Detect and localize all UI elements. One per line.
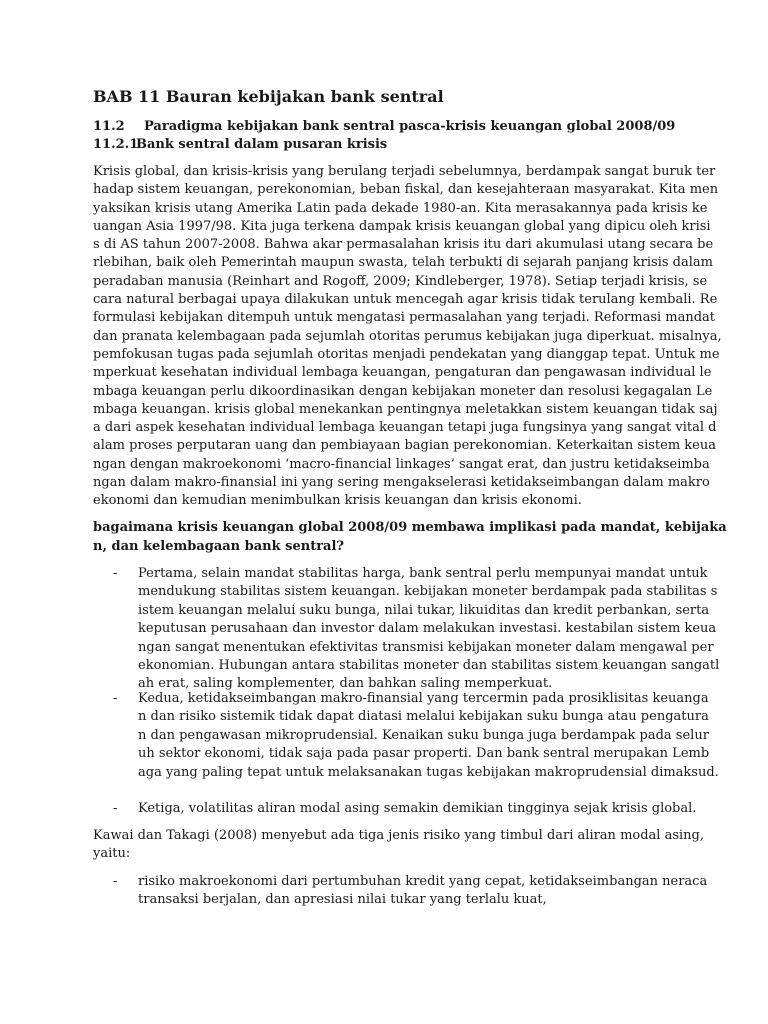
text-line: n dan risiko sistemik tidak dapat diatasi melalui kebijakan suku bunga atau pengatura [138,709,709,725]
text-line: pemfokusan tugas pada sejumlah otoritas menjadi pendekatan yang dianggap tepat. Untuk me [93,346,720,362]
text-line: n, dan kelembagaan bank sentral? [93,539,345,554]
section-title: Paradigma kebijakan bank sentral pasca-krisis keuangan global 2008/09 [144,119,676,134]
text-line: istem keuangan melalui suku bunga, nilai tukar, likuiditas dan kredit perbankan, serta [138,602,710,618]
text-line: Kedua, ketidakseimbangan makro-finansial yang tercermin pada prosiklisitas keuanga [138,691,709,706]
text-line: mendukung stabilitas sistem keuangan. kebijakan moneter berdampak pada stabilitas s [138,584,718,600]
bullet-dash: - [113,566,118,581]
list-item-text [138,690,719,782]
section-number: 11.2 [93,119,125,134]
text-line: cara natural berbagai upaya dilakukan untuk mencegah agar krisis tidak terulang kembali. Re [93,292,718,308]
section-number: 11.2.1 [93,137,139,152]
text-line: a dari aspek kesehatan individual lembaga keuangan tetapi juga fungsinya yang sangat vital d [93,420,717,436]
bullet-dash: - [113,691,118,706]
text-line: rlebihan, baik oleh Pemerintah maupun swasta, telah terbukti di sejarah panjang krisis dalam [93,255,713,271]
text-line: mperkuat kesehatan individual lembaga keuangan, pengaturan dan pengawasan individual le [93,365,712,381]
text-line: formulasi kebijakan ditempuh untuk mengatasi permasalahan yang terjadi. Reformasi mandat [93,310,716,326]
text-line: aga yang paling tepat untuk melaksanakan tugas kebijakan makroprudensial dimaksud. [138,764,719,780]
text-line: bagaimana krisis keuangan global 2008/09 membawa implikasi pada mandat, kebijaka [93,520,727,535]
text-line: dan pranata kelembagaan pada sejumlah otoritas perumus kebijakan juga diperkuat. misalnya, [93,328,722,344]
chapter-title: BAB 11 Bauran kebijakan bank sentral [93,87,444,106]
text-line: Pertama, selain mandat stabilitas harga, bank sentral perlu mempunyai mandat untuk [138,566,708,581]
text-line: ah erat, saling komplementer, dan bahkan saling memperkuat. [138,676,553,692]
text-line: s di AS tahun 2007-2008. Bahwa akar permasalahan krisis itu dari akumulasi utang secara be [93,237,714,253]
text-line: uh sektor ekonomi, tidak saja pada pasar properti. Dan bank sentral merupakan Lemb [138,746,710,762]
text-line: ngan dalam makro-finansial ini yang sering mengakselerasi ketidakseimbangan dalam makro [93,475,710,491]
text-line: hadap sistem keuangan, perekonomian, beban fiskal, dan kesejahteraan masyarakat. Kita men [93,182,719,198]
paragraph-krisis-global [93,163,722,511]
paragraph-kawai-takagi [93,827,704,864]
question-heading [93,518,727,556]
text-line: ekonomi dan kemudian menimbulkan krisis keuangan dan krisis ekonomi. [93,493,582,509]
section-heading-11-2 [93,118,675,136]
text-line: ngan sangat menentukan efektivitas transmisi kebijakan moneter dalam mengawal per [138,639,714,655]
text-line: ngan dengan makroekonomi ‘macro-financial linkages’ sangat erat, dan justru ketidakseimba [93,456,710,472]
text-line: ekonomian. Hubungan antara stabilitas moneter dan stabilitas sistem keuangan sangatl [138,658,720,674]
text-line: n dan pengawasan mikroprudensial. Kenaikan suku bunga juga berdampak pada selur [138,727,709,743]
text-line: yaitu: [93,846,131,862]
section-title: Bank sentral dalam pusaran krisis [136,137,388,152]
text-line: yaksikan krisis utang Amerika Latin pada dekade 1980-an. Kita merasakannya pada krisis ke [93,200,708,216]
text-line: mbaga keuangan perlu dikoordinasikan dengan kebijakan moneter dan resolusi kegagalan Le [93,383,713,399]
text-line: risiko makroekonomi dari pertumbuhan kredit yang cepat, ketidakseimbangan neraca [138,874,708,889]
bullet-dash: - [113,874,118,889]
section-heading-11-2-1 [93,136,387,154]
text-line: peradaban manusia (Reinhart and Rogoff, 2009; Kindleberger, 1978). Setiap terjadi krisis, se [93,273,708,289]
list-item-text [138,800,696,818]
text-line: uangan Asia 1997/98. Kita juga terkena dampak krisis keuangan global yang dipicu oleh krisi [93,218,711,234]
bullet-dash: - [113,801,118,816]
text-line: alam proses perputaran uang dan pembiayaan bagian perekonomian. Keterkaitan sistem keua [93,438,716,454]
list-item-text [138,565,719,694]
list-item-text [138,873,707,910]
text-line: Ketiga, volatilitas aliran modal asing semakin demikian tingginya sejak krisis global. [138,801,697,816]
text-line: mbaga keuangan. krisis global menekankan pentingnya meletakkan sistem keuangan tidak saj [93,401,718,417]
text-line: transaksi berjalan, dan apresiasi nilai tukar yang terlalu kuat, [138,892,547,908]
text-line: Kawai dan Takagi (2008) menyebut ada tiga jenis risiko yang timbul dari aliran modal asing, [93,828,704,843]
text-line: keputusan perusahaan dan investor dalam melakukan investasi. kestabilan sistem keua [138,621,717,637]
text-line: Krisis global, dan krisis-krisis yang berulang terjadi sebelumnya, berdampak sangat buruk ter [93,164,716,179]
